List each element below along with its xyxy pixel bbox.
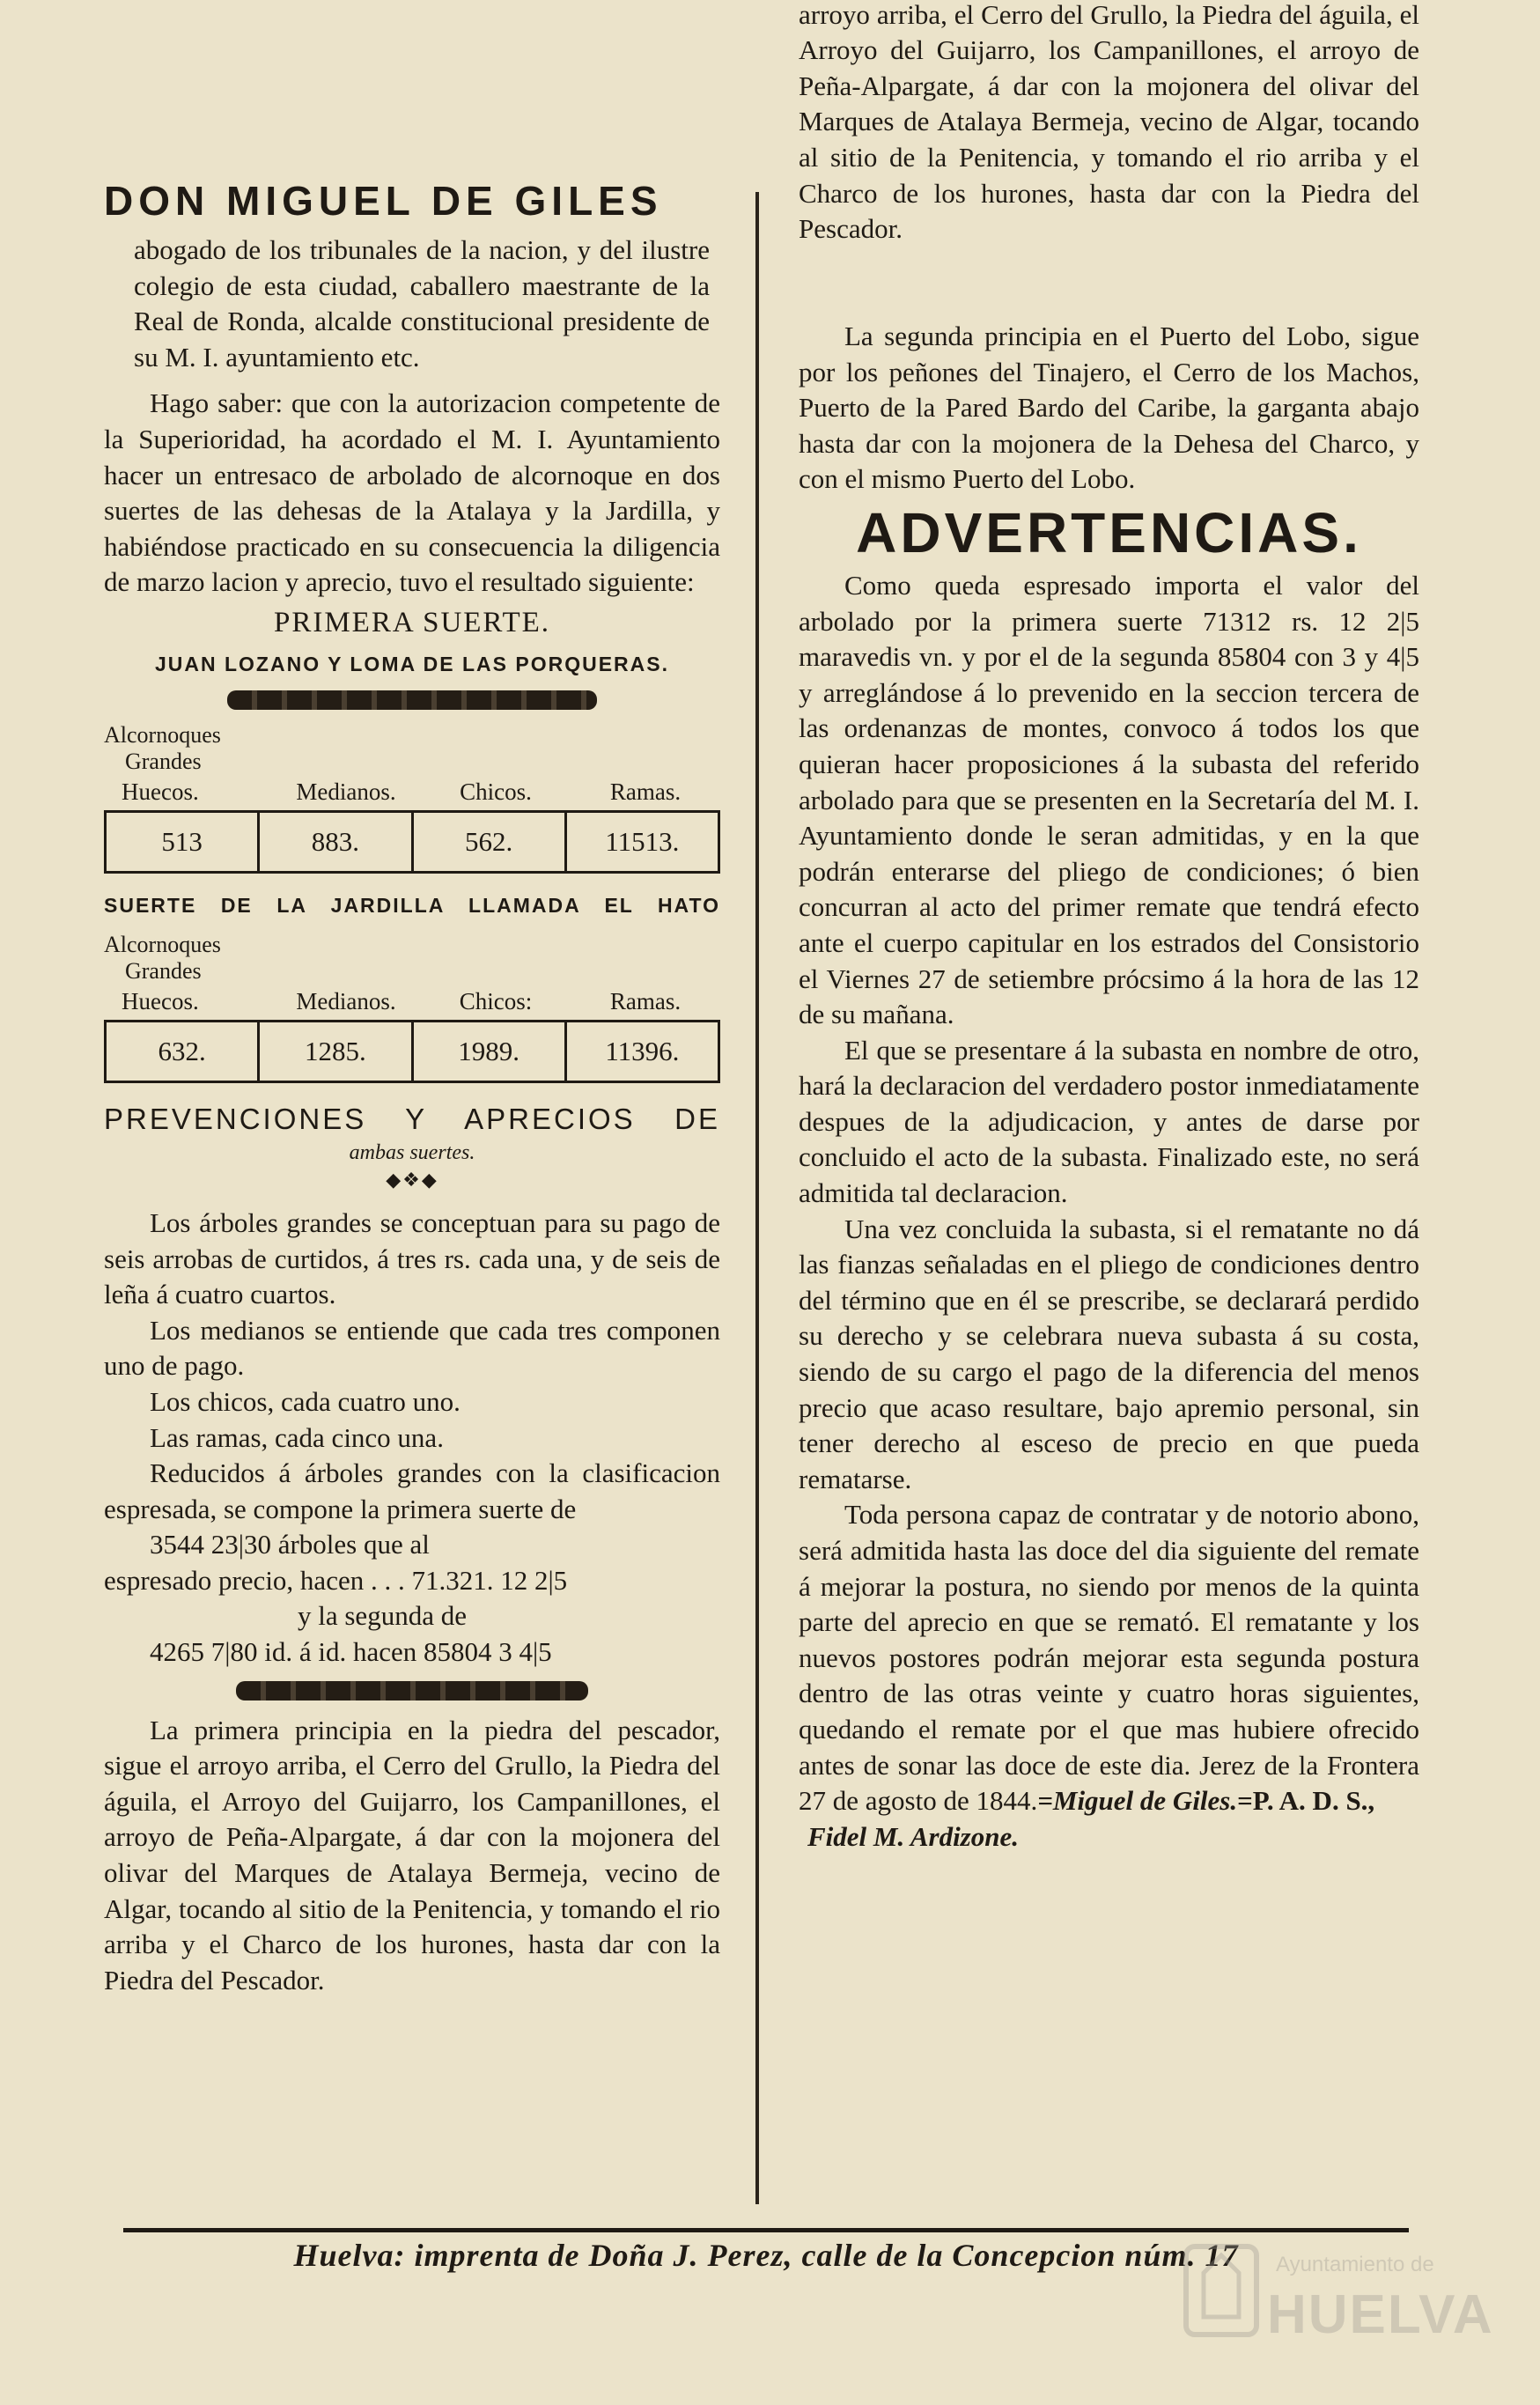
adv-paragraph-4 <box>799 1497 1419 1819</box>
prev-paragraph-4: Las ramas, cada cinco una. <box>150 1421 444 1453</box>
linderos-paragraph-2: La segunda principia en el Puerto del Lobo, sigue por los peñones del Tinajero, el Cerro de los Machos, Puerto de la Pared Bardo del Caribe, la garganta abajo hasta dar con la mojonera de la Dehesa del Charco, y con el mismo Puerto del Lobo. <box>799 321 1419 495</box>
value-chicos: 1989. <box>414 1022 567 1081</box>
printer-footer: Huelva: imprenta de Doña J. Perez, calle de la Concepcion núm. 17 <box>293 2238 1239 2273</box>
primera-labels <box>104 722 720 805</box>
prev-paragraph-2: Los medianos se entiende que cada tres componen uno de pago. <box>104 1314 720 1382</box>
value-huecos: 632. <box>107 1022 260 1081</box>
adv-paragraph-4-text: Toda persona capaz de contratar y de notorio abono, será admitida hasta las doce del dia siguiente del remate á mejorar la postura, no siendo por menos de la quinta parte del aprecio en que se remató. El rematante y los nuevos postores podrán mejorar esta segunda postura dentro de las otras veinte y cuatro horas siguientes, quedando el remate por el que mas hubiere ofrecido antes de sonar las doce de este dia. Jerez de la Frontera 27 de agosto de 1844. <box>799 1499 1419 1817</box>
ornament-divider <box>227 690 597 710</box>
primera-suerte-heading: PRIMERA SUERTE. <box>273 606 551 638</box>
value-huecos: 513 <box>107 813 260 871</box>
intro-paragraph: Hago saber: que con la autorizacion competente de la Superioridad, ha acordado el M. I. Ayuntamiento hacer un entresaco de arbolado de alcornoque en dos suertes de las dehesas de la Atalaya y la Jardilla, y habiéndose practicado en su consecuencia la diligencia de marzo lacion y aprecio, tuvo el resultado siguiente: <box>104 387 720 598</box>
label-alcornoques: Alcornoques <box>104 931 221 957</box>
prev-paragraph-5: Reducidos á árboles grandes con la clasificacion espresada, se compone la primera suerte de <box>104 1457 720 1524</box>
signature-ardizone: Fidel M. Ardizone. <box>807 1820 1019 1852</box>
segunda-labels <box>104 932 720 1014</box>
right-column <box>799 0 1419 1855</box>
linderos-paragraph-1-continued <box>799 0 1419 319</box>
signature-pads: =P. A. D. S., <box>1237 1785 1375 1817</box>
value-ramas: 11396. <box>567 1022 720 1081</box>
watermark-shield <box>1186 2246 1256 2335</box>
segunda-values-box <box>104 1020 720 1083</box>
prevenciones-heading: PREVENCIONES Y APRECIOS DE <box>104 1102 720 1135</box>
value-medianos: 1285. <box>260 1022 413 1081</box>
page-title: DON MIGUEL DE GILES <box>104 178 663 224</box>
ornament-small-icon: ◆❖◆ <box>386 1168 438 1191</box>
label-grandes: Grandes <box>125 748 202 774</box>
label-ramas: Ramas. <box>609 987 682 1014</box>
segunda-column-labels <box>104 988 720 1014</box>
prev-paragraph-1: Los árboles grandes se conceptuan para su pago de seis arrobas de curtidos, á tres rs. cada una, y de seis de leña á cuatro cuartos. <box>104 1206 720 1310</box>
value-medianos: 883. <box>260 813 413 871</box>
left-column <box>104 176 720 1996</box>
adv-paragraph-2: El que se presentare á la subasta en nombre de otro, hará la declaracion del verdadero postor inmediatamente despues de la adjudicacion, y antes de darse por concluido el acto de la subasta. Finalizado este, no será admitida tal declaracion. <box>799 1034 1419 1209</box>
column-divider <box>755 192 759 2204</box>
value-ramas: 11513. <box>567 813 720 871</box>
ayuntamiento-watermark-icon <box>1179 2220 1494 2361</box>
calc-line-1b: espresado precio, hacen . . . 71.321. 12 2|5 <box>104 1564 568 1596</box>
prevenciones-subheading: ambas suertes. <box>349 1140 475 1164</box>
label-chicos: Chicos. <box>460 778 532 805</box>
label-alcornoques: Alcornoques <box>104 721 221 748</box>
label-ramas: Ramas. <box>609 778 682 805</box>
label-chicos: Chicos: <box>459 987 533 1014</box>
primera-values-box <box>104 810 720 874</box>
calc-line-1a: 3544 23|30 árboles que al <box>150 1529 430 1560</box>
primera-place: JUAN LOZANO Y LOMA DE LAS PORQUERAS. <box>154 652 669 675</box>
segunda-place: SUERTE DE LA JARDILLA LLAMADA EL HATO <box>104 893 720 917</box>
linderos-paragraph-1: La primera principia en la piedra del pescador, sigue el arroyo arriba, el Cerro del Grullo, la Piedra del águila, el Arroyo del Guijarro, los Campanillones, el arroyo de Peña-Alpargate, á dar con la mojonera del olivar del Marques de Atalaya Bermeja, vecino de Algar, tocando al sitio de la Penitencia, y tomando el rio arriba y el Charco de los hurones, hasta dar con la Piedra del Pescador. <box>104 1714 720 1996</box>
label-grandes: Grandes <box>125 957 202 984</box>
primera-column-labels <box>104 778 720 805</box>
value-chicos: 562. <box>414 813 567 871</box>
linderos-continued-text: arroyo arriba, el Cerro del Grullo, la Piedra del águila, el Arroyo del Guijarro, los Campanillones, el arroyo de Peña-Alpargate, á dar con la mojonera del olivar del Marques de Atalaya Bermeja, vecino de Algar, tocando al sitio de la Penitencia, y tomando el rio arriba y el Charco de los hurones, hasta dar con la Piedra del Pescador. <box>799 0 1419 245</box>
advertencias-heading: ADVERTENCIAS. <box>856 500 1362 564</box>
adv-paragraph-1: Como queda espresado importa el valor del arbolado por la primera suerte 71312 rs. 12 2|5 maravedis vn. y por el de la segunda 85804 con 3 y 4|5 y arreglándose á lo prevenido en la seccion tercera de las ordenanzas de montes, convoco á todos los que quieran hacer proposiciones á la subasta del referido arbolado para que se presenten en la Secretaría del M. I. Ayuntamiento donde le seran admitidas, y en la que podrán enterarse del pliego de condiciones; ó bien concurran al acto del primer remate que tendrá efecto ante el cuerpo capitular en los estrados del Consistorio el Viernes 27 de setiembre prócsimo á la hora de las 12 de su mañana. <box>799 569 1419 1030</box>
prev-paragraph-3: Los chicos, cada cuatro uno. <box>150 1385 461 1417</box>
watermark-big-text: HUELVA <box>1267 2284 1494 2345</box>
adv-paragraph-3: Una vez concluida la subasta, si el rematante no dá las fianzas señaladas en el pliego de condiciones dentro del término que en él se prescribe, se declarará perdido su derecho y se celebrara nueva subasta á su costa, siendo de su cargo el pago de la diferencia del menos precio que acaso resultare, bajo apremio personal, sin tener derecho al esceso de precio en que pueda rematarse. <box>799 1213 1419 1494</box>
ornament-divider <box>236 1681 588 1700</box>
label-medianos: Medianos. <box>296 778 396 805</box>
calc-line-2a: y la segunda de <box>298 1600 467 1632</box>
label-huecos: Huecos. <box>122 778 199 805</box>
signature-giles: =Miguel de Giles. <box>1037 1785 1238 1817</box>
watermark-tower <box>1204 2255 1239 2317</box>
label-medianos: Medianos. <box>296 987 396 1014</box>
label-huecos: Huecos. <box>122 987 199 1014</box>
title-subtitle: abogado de los tribunales de la nacion, y del ilustre colegio de esta ciudad, caballero maestrante de la Real de Ronda, alcalde constitucional presidente de su M. I. ayuntamiento etc. <box>134 234 710 373</box>
watermark-small-text: Ayuntamiento de <box>1276 2253 1434 2276</box>
calc-line-2b: 4265 7|80 id. á id. hacen 85804 3 4|5 <box>150 1636 552 1668</box>
